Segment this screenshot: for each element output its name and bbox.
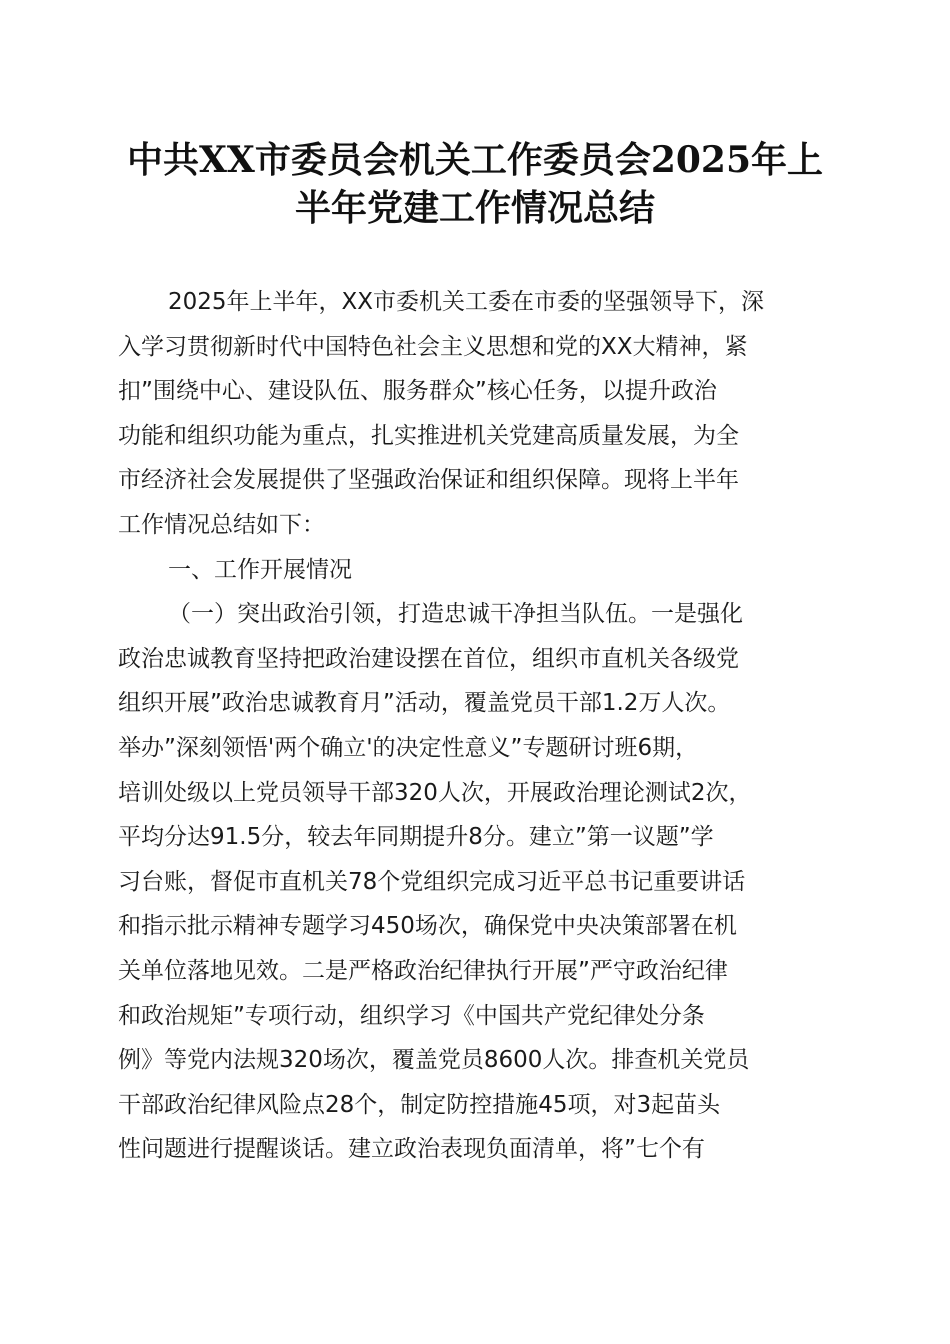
paragraph-section-line: 平均分达91.5分，较去年同期提升8分。建立”第一议题”学	[118, 824, 714, 851]
title-line-2: 半年党建工作情况总结	[294, 187, 655, 229]
paragraph-intro-line: 工作情况总结如下：	[118, 511, 325, 538]
paragraph-section-line: 干部政治纪律风险点28个，制定防控措施45项，对3起苗头	[118, 1091, 721, 1118]
section-heading: 一、工作开展情况	[168, 556, 352, 583]
paragraph-intro-line: 入学习贯彻新时代中国特色社会主义思想和党的XX大精神，紧	[118, 333, 748, 360]
document-title	[100, 136, 850, 232]
paragraph-intro-line: 市经济社会发展提供了坚强政治保证和组织保障。现将上半年	[118, 467, 739, 494]
paragraph-section-line: 性问题进行提醒谈话。建立政治表现负面清单，将”七个有	[118, 1136, 705, 1163]
paragraph-intro-line: 功能和组织功能为重点，扎实推进机关党建高质量发展，为全	[118, 422, 739, 449]
paragraph-section-line: 培训处级以上党员领导干部320人次，开展政治理论测试2次，	[118, 779, 752, 806]
document-body	[118, 280, 840, 1172]
paragraph-section-line: （一）突出政治引领，打造忠诚干净担当队伍。一是强化	[168, 601, 743, 628]
title-line-1: 中共XX市委员会机关工作委员会2025年上	[126, 139, 824, 181]
paragraph-section-line: 习台账，督促市直机关78个党组织完成习近平总书记重要讲话	[118, 868, 746, 895]
paragraph-intro-line: 2025年上半年，XX市委机关工委在市委的坚强领导下，深	[168, 289, 765, 315]
paragraph-section-line: 和政治规矩”专项行动，组织学习《中国共产党纪律处分条	[118, 1002, 705, 1029]
paragraph-section-line: 组织开展”政治忠诚教育月”活动，覆盖党员干部1.2万人次。	[118, 690, 731, 717]
paragraph-section-line: 和指示批示精神专题学习450场次，确保党中央决策部署在机	[118, 913, 737, 940]
paragraph-section-line: 例》等党内法规320场次，覆盖党员8600人次。排查机关党员	[118, 1047, 750, 1074]
paragraph-section-line: 举办”深刻领悟'两个确立'的决定性意义”专题研讨班6期，	[118, 734, 699, 761]
paragraph-intro-line: 扣”围绕中心、建设队伍、服务群众”核心任务，以提升政治	[118, 378, 717, 405]
paragraph-section-line: 政治忠诚教育坚持把政治建设摆在首位，组织市直机关各级党	[118, 645, 739, 672]
paragraph-section-line: 关单位落地见效。二是严格政治纪律执行开展”严守政治纪律	[118, 957, 728, 984]
